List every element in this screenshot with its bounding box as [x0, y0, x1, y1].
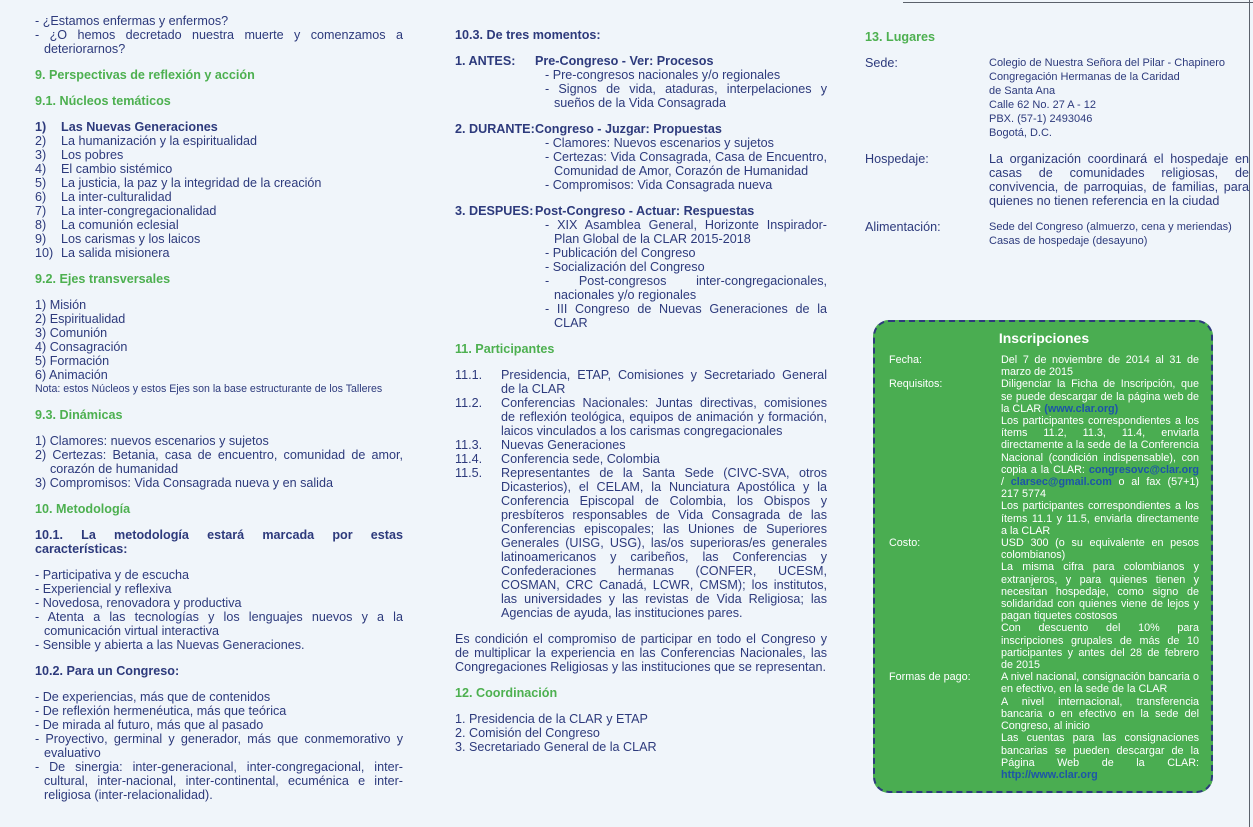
item-text: Las Nuevas Generaciones	[61, 120, 218, 134]
list-item: - Experiencial y reflexiva	[35, 582, 172, 596]
list-item: - Certezas: Vida Consagrada, Casa de Encuentro, Comunidad de Amor, Corazón de Humanidad	[545, 150, 827, 178]
list-item: 2) Certezas: Betania, casa de encuentro, comunidad de amor, corazón de humanidad	[35, 448, 403, 476]
momento-sublist	[535, 136, 827, 192]
heading-lugares: 13. Lugares	[865, 30, 935, 44]
list-item: 2) Espiritualidad	[35, 312, 126, 326]
heading-coordinacion: 12. Coordinación	[455, 686, 558, 700]
fecha-label: Fecha:	[889, 354, 923, 366]
item-text: Representantes de la Santa Sede (CIVC-SVA, otros Dicasterios), el CELAM, la Nunciatura Apostólica y la Conferencia Episcopal de Colombia, los Obispos y presbíteros responsables de Vida Consagrada de las Conferencias episcopales; las Uniones de Superiores Generales (UISG, USG), las/os superioras/es generales latinoamericanos y caribeños, las Conferencias y Confederaciones hermanas (CONFER, UCESM, COSMAN, CRC Canadá, LCWR, CMSM); los institutos, las universidades y las revistas de Vida Religiosa; las Agencias de ayuda, las instituciones pares.	[501, 466, 827, 620]
requisitos-row	[889, 378, 1199, 537]
item-number: 11.3.	[455, 438, 483, 452]
costo-paragraph-1: USD 300 (o su equivalente en pesos colombianos)	[1001, 537, 1199, 562]
address-line: Bogotá, D.C.	[989, 127, 1052, 139]
column-left	[35, 14, 403, 814]
pago-text: Las cuentas para las consignaciones bancarias se pueden descargar de la Página Web de la CLAR:	[1001, 732, 1199, 769]
item-number: 11.1.	[455, 368, 483, 382]
momento-sublist	[535, 68, 827, 110]
item-text: La justicia, la paz y la integridad de la creación	[61, 176, 322, 190]
item-text: La salida misionera	[61, 246, 170, 260]
list-item: 1) Clamores: nuevos escenarios y sujetos	[35, 434, 269, 448]
requisitos-text: o al fax (57+1) 217 5774	[1001, 476, 1199, 501]
participantes-list	[455, 368, 827, 620]
alimentacion-line: Sede del Congreso (almuerzo, cena y meriendas)	[989, 221, 1232, 233]
item-number: 2)	[35, 134, 47, 148]
scan-edge-top-line	[903, 2, 1253, 3]
costo-paragraph-2: La misma cifra para colombianos y extranjeros, y para quienes tienen y necesitan hospedaje, como signo de solidaridad con quienes viene de lejos y pagan tiquetes costosos	[1001, 561, 1199, 623]
item-text: La inter-congregacionalidad	[61, 204, 217, 218]
address-line: PBX. (57-1) 2493046	[989, 113, 1093, 125]
list-item: 3) Comunión	[35, 326, 108, 340]
item-number: 11.2.	[455, 396, 483, 410]
clar-url-link[interactable]: http://www.clar.org	[1001, 768, 1098, 781]
list-item: 3. Secretariado General de la CLAR	[455, 740, 657, 754]
item-text: Conferencias Nacionales: Juntas directivas, comisiones de reflexión teológica, equipos de animación y formación, laicos vinculados a los carismas congregacionales	[501, 396, 827, 438]
requisitos-label: Requisitos:	[889, 378, 943, 391]
column-middle	[455, 14, 827, 754]
list-item: - De experiencias, más que de contenidos	[35, 690, 271, 704]
ejes-list	[35, 298, 403, 382]
list-item: - Sensible y abierta a las Nuevas Generaciones.	[35, 638, 305, 652]
momento-head: Post-Congreso - Actuar: Respuestas	[535, 204, 755, 218]
momento-antes	[455, 54, 827, 110]
condicion-paragraph: Es condición el compromiso de participar en todo el Congreso y de multiplicar la experiencia en las Conferencias Nacionales, las Congregaciones Religiosas y las instituciones que se representan.	[455, 632, 827, 674]
list-item: - Post-congresos inter-congregacionales, nacionales y/o regionales	[545, 274, 827, 302]
requisitos-paragraph-2	[1001, 415, 1199, 500]
list-item: - Proyectivo, germinal y generador, más que conmemorativo y evaluativo	[35, 732, 403, 760]
item-number: 7)	[35, 204, 47, 218]
item-number: 11.4.	[455, 452, 483, 466]
hospedaje-value: La organización coordinará el hospedaje en casas de comunidades religiosas, de convivencia, de parroquias, de familias, para quienes no tienen referencia en la ciudad	[989, 152, 1249, 208]
clarsec-email-link[interactable]: clarsec@gmail.com	[1010, 476, 1112, 489]
list-item	[35, 176, 403, 190]
inscripciones-box	[873, 320, 1213, 793]
pago-paragraph-2: A nivel internacional, transferencia bancaria o en efectivo en la sede del Congreso, al inicio	[1001, 695, 1199, 733]
costo-label: Costo:	[889, 537, 921, 550]
sede-label: Sede:	[865, 56, 898, 70]
inscripciones-title: Inscripciones	[998, 330, 1090, 346]
address-line: de Santa Ana	[989, 85, 1056, 97]
list-item: 2. Comisión del Congreso	[455, 726, 600, 740]
heading-para-un-congreso: 10.2. Para un Congreso:	[35, 664, 180, 678]
address-line: Congregación Hermanas de la Caridad	[989, 71, 1180, 83]
heading-ejes-transversales: 9.2. Ejes transversales	[35, 272, 171, 286]
formas-pago-label: Formas de pago:	[889, 671, 971, 684]
list-item	[35, 232, 403, 246]
list-item: 5) Formación	[35, 354, 110, 368]
list-item: - III Congreso de Nuevas Generaciones de la CLAR	[545, 302, 827, 330]
list-item	[35, 190, 403, 204]
list-item: 4) Consagración	[35, 340, 128, 354]
alimentacion-value	[989, 220, 1249, 248]
list-item	[35, 218, 403, 232]
heading-metodologia: 10. Metodología	[35, 502, 131, 516]
momento-durante	[455, 122, 827, 192]
heading-dinamicas: 9.3. Dinámicas	[35, 408, 123, 422]
list-item: - Pre-congresos nacionales y/o regionales	[545, 68, 781, 82]
list-item: - Participativa y de escucha	[35, 568, 189, 582]
list-item	[35, 148, 403, 162]
costo-row	[889, 537, 1199, 671]
list-item: - De sinergia: inter-generacional, inter-congregacional, inter-cultural, inter-nacional, inter-continental, ecuménica e inter-religiosa (inter-relacionalidad).	[35, 760, 403, 802]
address-line: Colegio de Nuestra Señora del Pilar - Chapinero	[989, 57, 1226, 69]
list-item: - De reflexión hermenéutica, más que teórica	[35, 704, 287, 718]
link-separator: /	[1001, 476, 1011, 489]
momento-despues	[455, 204, 827, 330]
nota-talleres: Nota: estos Núcleos y estos Ejes son la base estructurante de los Talleres	[35, 383, 383, 395]
list-item: - Novedosa, renovadora y productiva	[35, 596, 242, 610]
list-item	[35, 246, 403, 260]
hospedaje-row	[865, 152, 1249, 208]
list-item	[455, 466, 827, 620]
list-item: - Signos de vida, ataduras, interpelaciones y sueños de la Vida Consagrada	[545, 82, 827, 110]
list-item: 1) Misión	[35, 298, 87, 312]
item-number: 4)	[35, 162, 47, 176]
heading-metodologia-caracteristicas: 10.1. La metodología estará marcada por estas características:	[35, 528, 403, 556]
alimentacion-line: Casas de hospedaje (desayuno)	[989, 235, 1148, 247]
requisitos-paragraph-3: Los participantes correspondientes a los ítems 11.1 y 11.5, enviarla directamente a la CLAR	[1001, 500, 1199, 537]
heading-nucleos-tematicos: 9.1. Núcleos temáticos	[35, 94, 171, 108]
list-item	[455, 368, 827, 396]
list-item	[35, 162, 403, 176]
requisitos-paragraph-1	[1001, 378, 1199, 415]
momento-head: Pre-Congreso - Ver: Procesos	[535, 54, 714, 68]
item-text: La inter-culturalidad	[61, 190, 172, 204]
momento-label: 2. DURANTE:	[455, 122, 535, 136]
list-item	[455, 438, 827, 452]
momento-label: 3. DESPUES:	[455, 204, 534, 218]
dinamicas-list	[35, 434, 403, 490]
list-item	[35, 204, 403, 218]
pago-paragraph-1: A nivel nacional, consignación bancaria o en efectivo, en la sede de la CLAR	[1001, 671, 1199, 696]
coordinacion-list	[455, 712, 827, 754]
list-item: - De mirada al futuro, más que al pasado	[35, 718, 264, 732]
list-item: - Clamores: Nuevos escenarios y sujetos	[545, 136, 774, 150]
address-line: Calle 62 No. 27 A - 12	[989, 99, 1097, 111]
heading-tres-momentos: 10.3. De tres momentos:	[455, 28, 601, 42]
alimentacion-label: Alimentación:	[865, 220, 941, 234]
item-text: Nuevas Generaciones	[501, 438, 626, 452]
list-item	[455, 396, 827, 438]
item-text: Los pobres	[61, 148, 124, 162]
nucleos-list	[35, 120, 403, 260]
item-number: 3)	[35, 148, 47, 162]
list-item: - XIX Asamblea General, Horizonte Inspirador-Plan Global de la CLAR 2015-2018	[545, 218, 827, 246]
item-number: 9)	[35, 232, 47, 246]
heading-participantes: 11. Participantes	[455, 342, 555, 356]
scan-edge-right-line	[1249, 0, 1250, 827]
list-item	[35, 134, 403, 148]
hospedaje-label: Hospedaje:	[865, 152, 929, 166]
costo-paragraph-3: Con descuento del 10% para inscripciones grupales de más de 10 participantes y antes del 28 de febrero de 2015	[1001, 622, 1199, 672]
item-number: 10)	[35, 246, 54, 260]
alimentacion-row	[865, 220, 1249, 248]
list-item	[35, 120, 403, 134]
item-number: 5)	[35, 176, 47, 190]
item-number: 6)	[35, 190, 47, 204]
congreso-list	[35, 690, 403, 802]
caracteristicas-list	[35, 568, 403, 652]
item-number: 8)	[35, 218, 47, 232]
momento-label: 1. ANTES:	[455, 54, 516, 68]
list-item: - Socialización del Congreso	[545, 260, 705, 274]
item-text: La comunión eclesial	[61, 218, 179, 232]
formas-pago-row	[889, 671, 1199, 781]
list-item: 1. Presidencia de la CLAR y ETAP	[455, 712, 648, 726]
list-item: 6) Animación	[35, 368, 108, 382]
item-text: Los carismas y los laicos	[61, 232, 201, 246]
list-item: - ¿O hemos decretado nuestra muerte y comenzamos a deteriorarnos?	[35, 28, 403, 56]
fecha-value: Del 7 de noviembre de 2014 al 31 de marzo de 2015	[1001, 354, 1199, 379]
momento-head: Congreso - Juzgar: Propuestas	[535, 122, 722, 136]
pago-paragraph-3	[1001, 732, 1199, 781]
list-item: - Compromisos: Vida Consagrada nueva	[545, 178, 773, 192]
item-text: La humanización y la espiritualidad	[61, 134, 258, 148]
list-item: - Publicación del Congreso	[545, 246, 696, 260]
list-item: - ¿Estamos enfermas y enfermos?	[35, 14, 229, 28]
sede-row	[865, 56, 1249, 140]
sede-value	[989, 56, 1249, 140]
item-text: Presidencia, ETAP, Comisiones y Secretariado General de la CLAR	[501, 368, 827, 396]
intro-questions-list	[35, 14, 403, 56]
list-item	[455, 452, 827, 466]
momento-sublist	[535, 218, 827, 330]
heading-perspectivas: 9. Perspectivas de reflexión y acción	[35, 68, 255, 82]
list-item: - Atenta a las tecnologías y los lenguajes nuevos y a la comunicación virtual interactiva	[35, 610, 403, 638]
item-number: 11.5.	[455, 466, 483, 480]
requisitos-text: Los participantes correspondientes a los ítems 11.2, 11.3, 11.4, enviarla directamente a la sede de la Conferencia Nacional (condición indispensable), con copia a la CLAR:	[1001, 415, 1199, 476]
item-text: El cambio sistémico	[61, 162, 173, 176]
fecha-row	[889, 354, 1199, 378]
list-item: 3) Compromisos: Vida Consagrada nueva y en salida	[35, 476, 333, 490]
item-text: Conferencia sede, Colombia	[501, 452, 660, 466]
item-number: 1)	[35, 120, 47, 134]
congresovc-email-link[interactable]: congresovc@clar.org	[1088, 463, 1199, 476]
column-right	[865, 18, 1249, 793]
clar-website-link[interactable]: (www.clar.org)	[1044, 402, 1119, 415]
requisitos-text: Diligenciar la Ficha de Inscripción, que se puede descargar de la página web de la CLAR	[1001, 378, 1199, 415]
